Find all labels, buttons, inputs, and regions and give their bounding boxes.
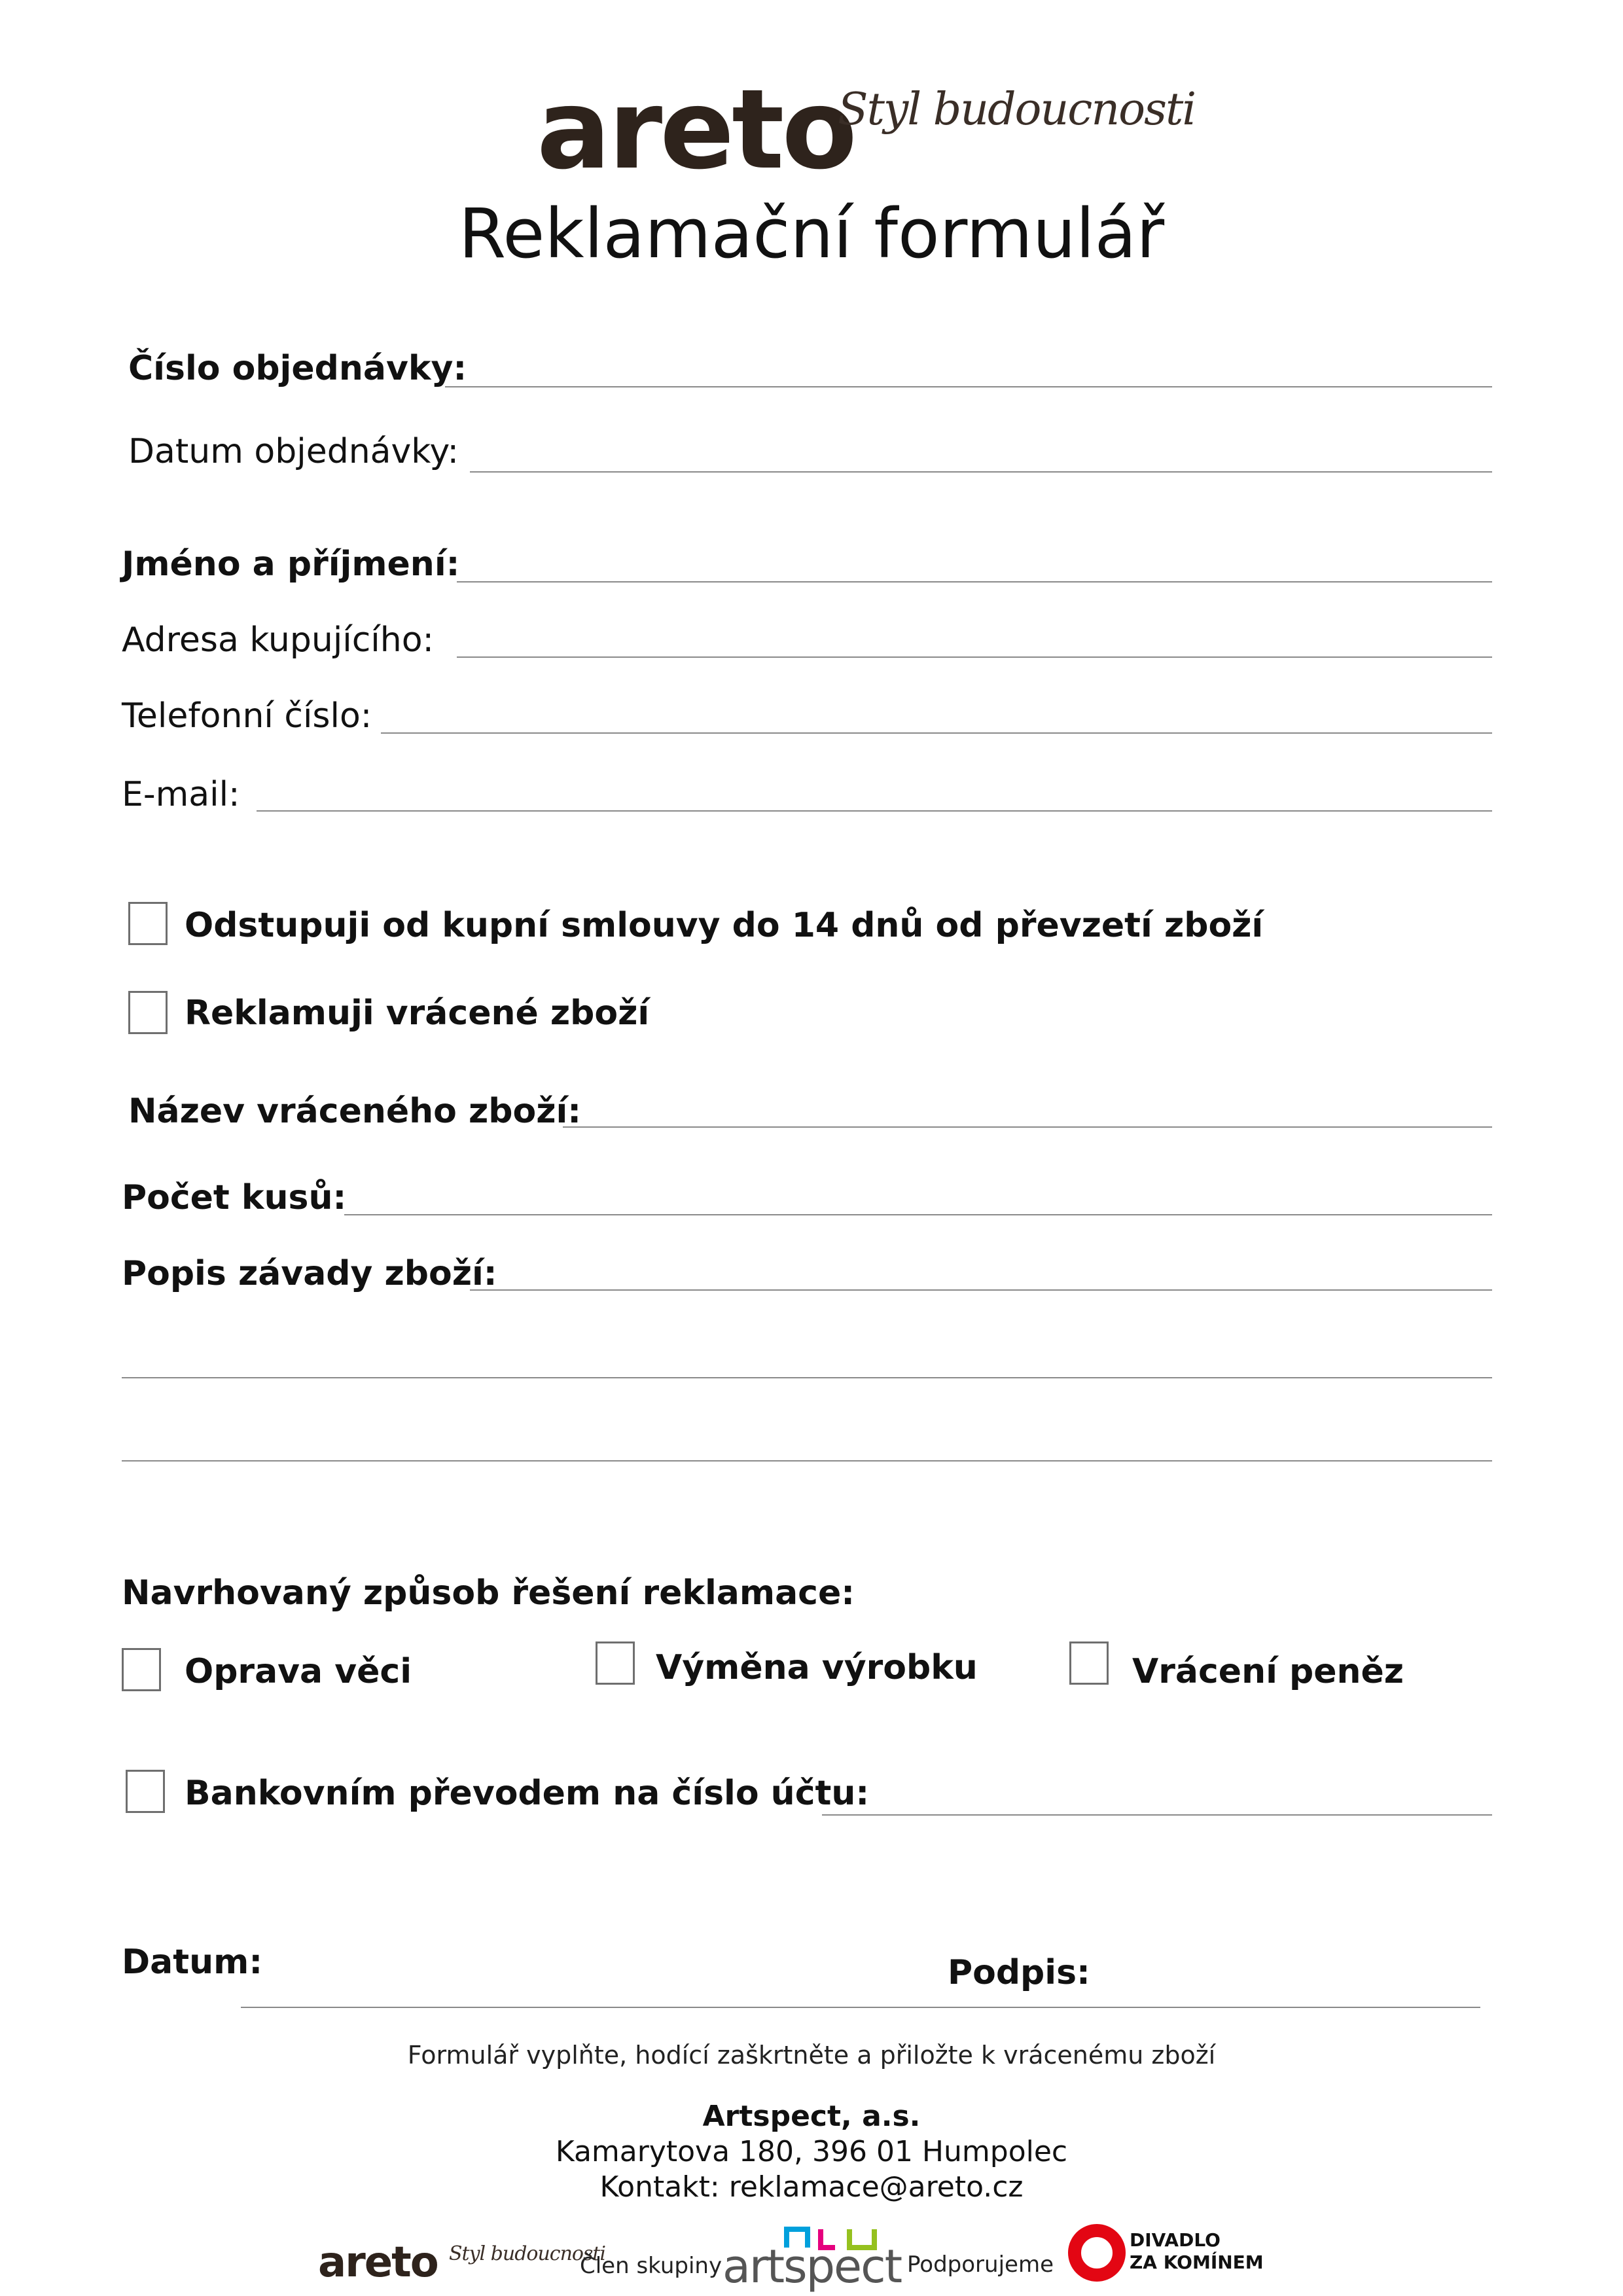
bank-account-field[interactable] [822,1814,1492,1816]
order-number-field[interactable] [445,386,1492,387]
instructions-text: Formulář vyplňte, hodící zaškrtněte a přiložte k vrácenému zboží [407,2041,1216,2070]
theatre-logo [1065,2220,1281,2286]
page-title: Reklamační formulář [458,194,1165,274]
withdraw-label: Odstupuji od kupní smlouvy do 14 dnů od převzetí zboží [185,906,1264,945]
theatre-name-line1: DIVADLO [1130,2229,1221,2251]
goods-defect-line-3[interactable] [122,1460,1492,1462]
goods-defect-line-2[interactable] [122,1377,1492,1378]
goods-count-label: Počet kusů: [122,1178,347,1217]
goods-name-field[interactable] [563,1126,1492,1128]
claim-label: Reklamuji vrácené zboží [185,994,650,1033]
footer-logo-text: areto [318,2238,438,2287]
customer-phone-field[interactable] [381,732,1492,734]
footer-support-label: Podporujeme [907,2251,1054,2278]
customer-address-field[interactable] [457,656,1492,658]
bank-transfer-label: Bankovním převodem na číslo účtu: [185,1774,870,1813]
company-address: Kamarytova 180, 396 01 Humpolec [555,2135,1068,2168]
goods-name-label: Název vráceného zboží: [128,1092,582,1131]
repair-label: Oprava věci [185,1652,412,1691]
refund-checkbox[interactable] [1069,1641,1109,1685]
order-date-field[interactable] [470,471,1492,473]
artspect-logo [722,2220,902,2293]
exchange-checkbox[interactable] [596,1641,635,1685]
brand-tagline: Styl budoucnosti [838,84,1196,135]
goods-defect-field[interactable] [470,1289,1492,1291]
sign-date-label: Datum: [122,1943,263,1982]
brand-logo-text: areto [537,65,855,194]
claim-checkbox[interactable] [128,991,168,1034]
signature-line[interactable] [241,2007,1480,2008]
refund-label: Vrácení peněz [1132,1652,1404,1691]
customer-address-label: Adresa kupujícího: [122,620,435,660]
theatre-ring-icon [1065,2221,1128,2284]
bank-transfer-checkbox[interactable] [126,1770,165,1813]
order-date-label: Datum objednávky: [128,432,459,471]
footer-member-label: Člen skupiny [580,2253,722,2279]
signature-label: Podpis: [948,1953,1090,1992]
customer-email-field[interactable] [257,810,1492,812]
customer-name-label: Jméno a příjmení: [122,545,460,584]
repair-checkbox[interactable] [122,1648,161,1691]
customer-name-field[interactable] [457,581,1492,583]
theatre-name-line2: ZA KOMÍNEM [1130,2251,1264,2273]
customer-email-label: E-mail: [122,775,240,814]
company-name: Artspect, a.s. [702,2100,921,2133]
order-number-label: Číslo objednávky: [128,349,467,388]
withdraw-checkbox[interactable] [128,902,168,945]
footer-tagline: Styl budoucnosti [449,2242,606,2265]
goods-defect-label: Popis závady zboží: [122,1254,497,1293]
exchange-label: Výměna výrobku [656,1648,978,1687]
artspect-logo-text: artspect [722,2240,902,2293]
resolution-heading: Navrhovaný způsob řešení reklamace: [122,1573,855,1613]
customer-phone-label: Telefonní číslo: [122,696,372,736]
goods-count-field[interactable] [344,1214,1492,1215]
company-contact: Kontakt: reklamace@areto.cz [599,2170,1024,2204]
